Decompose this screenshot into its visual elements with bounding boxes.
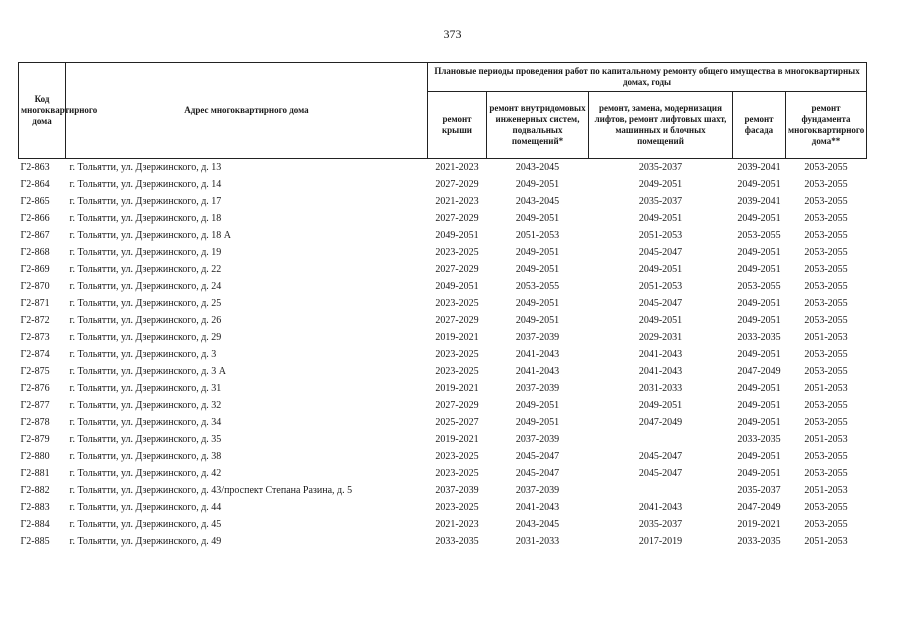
cell-address: г. Тольятти, ул. Дзержинского, д. 24 [69, 281, 222, 292]
cell-foundation: 2051-2053 [804, 332, 848, 343]
cell-facade: 2049-2051 [737, 417, 781, 428]
cell-code: Г2-876 [20, 383, 50, 394]
cell-roof: 2021-2023 [435, 162, 479, 173]
cell-code: Г2-884 [20, 519, 50, 530]
cell-facade: 2053-2055 [737, 281, 781, 292]
cell-roof: 2027-2029 [435, 179, 479, 190]
cell-roof: 2027-2029 [435, 400, 479, 411]
cell-code: Г2-877 [20, 400, 50, 411]
cell-foundation: 2053-2055 [804, 196, 848, 207]
cell-roof: 2027-2029 [435, 213, 479, 224]
cell-roof: 2023-2025 [435, 468, 479, 479]
cell-facade: 2039-2041 [737, 162, 781, 173]
cell-lifts: 2041-2043 [638, 366, 683, 377]
cell-address: г. Тольятти, ул. Дзержинского, д. 31 [69, 383, 222, 394]
cell-systems: 2043-2045 [515, 519, 560, 530]
cell-roof: 2027-2029 [435, 264, 479, 275]
cell-roof: 2023-2025 [435, 451, 479, 462]
cell-roof: 2023-2025 [435, 298, 479, 309]
header-roof: ремонт крыши [428, 92, 487, 159]
cell-foundation: 2051-2053 [804, 434, 848, 445]
cell-systems: 2045-2047 [515, 468, 560, 479]
table-row [19, 516, 867, 533]
cell-code: Г2-881 [20, 468, 50, 479]
cell-foundation: 2053-2055 [804, 162, 848, 173]
header-group: Плановые периоды проведения работ по капитальному ремонту общего имущества в многоквартирных домах, годы [428, 63, 867, 92]
header-address: Адрес многоквартирного дома [66, 63, 428, 159]
cell-facade: 2047-2049 [737, 502, 781, 513]
table-row [19, 295, 867, 312]
cell-systems: 2037-2039 [515, 383, 560, 394]
table-row [19, 227, 867, 244]
cell-lifts: 2017-2019 [638, 536, 683, 547]
cell-facade: 2033-2035 [737, 434, 781, 445]
cell-systems: 2043-2045 [515, 162, 560, 173]
table-row [19, 431, 867, 448]
cell-systems: 2037-2039 [515, 434, 560, 445]
table-row [19, 465, 867, 482]
cell-roof: 2023-2025 [435, 349, 479, 360]
cell-systems: 2049-2051 [515, 247, 560, 258]
cell-roof: 2019-2021 [435, 332, 479, 343]
header-lifts: ремонт, замена, модернизация лифтов, ремонт лифтовых шахт, машинных и блочных помещений [589, 92, 733, 159]
cell-address: г. Тольятти, ул. Дзержинского, д. 32 [69, 400, 222, 411]
cell-roof: 2019-2021 [435, 383, 479, 394]
cell-address: г. Тольятти, ул. Дзержинского, д. 34 [69, 417, 222, 428]
cell-code: Г2-868 [20, 247, 50, 258]
cell-facade: 2049-2051 [737, 451, 781, 462]
table-row [19, 244, 867, 261]
cell-facade: 2049-2051 [737, 468, 781, 479]
cell-address: г. Тольятти, ул. Дзержинского, д. 14 [69, 179, 222, 190]
cell-systems: 2041-2043 [515, 349, 560, 360]
cell-lifts: 2041-2043 [638, 349, 683, 360]
cell-lifts: 2031-2033 [638, 383, 683, 394]
cell-address: г. Тольятти, ул. Дзержинского, д. 17 [69, 196, 222, 207]
cell-code: Г2-872 [20, 315, 50, 326]
cell-lifts: 2035-2037 [638, 196, 683, 207]
cell-facade: 2039-2041 [737, 196, 781, 207]
cell-lifts [589, 482, 733, 499]
cell-foundation: 2053-2055 [804, 519, 848, 530]
table-row [19, 414, 867, 431]
header-code: Код многоквартирного дома [19, 63, 66, 159]
cell-systems: 2049-2051 [515, 417, 560, 428]
cell-foundation: 2053-2055 [804, 281, 848, 292]
cell-lifts: 2049-2051 [638, 264, 683, 275]
cell-foundation: 2053-2055 [804, 298, 848, 309]
cell-facade: 2049-2051 [737, 383, 781, 394]
cell-lifts: 2047-2049 [638, 417, 683, 428]
cell-code: Г2-867 [20, 230, 50, 241]
cell-systems: 2051-2053 [515, 230, 560, 241]
table-row [19, 397, 867, 414]
cell-lifts: 2045-2047 [638, 298, 683, 309]
cell-code: Г2-885 [20, 536, 50, 547]
cell-foundation: 2051-2053 [804, 383, 848, 394]
cell-foundation: 2053-2055 [804, 417, 848, 428]
cell-facade: 2053-2055 [737, 230, 781, 241]
cell-facade: 2049-2051 [737, 315, 781, 326]
cell-lifts: 2049-2051 [638, 400, 683, 411]
cell-lifts: 2045-2047 [638, 247, 683, 258]
cell-facade: 2049-2051 [737, 264, 781, 275]
cell-systems: 2041-2043 [515, 366, 560, 377]
table-row [19, 193, 867, 210]
cell-roof: 2021-2023 [435, 519, 479, 530]
cell-address: г. Тольятти, ул. Дзержинского, д. 3 [69, 349, 217, 360]
cell-systems: 2045-2047 [515, 451, 560, 462]
header-foundation: ремонт фундамента многоквартирного дома** [786, 92, 867, 159]
cell-address: г. Тольятти, ул. Дзержинского, д. 26 [69, 315, 222, 326]
cell-code: Г2-878 [20, 417, 50, 428]
header-systems: ремонт внутридомовых инженерных систем, подвальных помещений* [487, 92, 589, 159]
cell-foundation: 2053-2055 [804, 468, 848, 479]
table-row [19, 329, 867, 346]
table-row [19, 380, 867, 397]
cell-code: Г2-866 [20, 213, 50, 224]
cell-lifts: 2051-2053 [638, 230, 683, 241]
cell-roof: 2049-2051 [435, 230, 479, 241]
cell-roof: 2037-2039 [435, 485, 479, 496]
cell-systems: 2037-2039 [515, 332, 560, 343]
cell-address: г. Тольятти, ул. Дзержинского, д. 49 [69, 536, 222, 547]
cell-facade: 2035-2037 [737, 485, 781, 496]
table-body [19, 159, 867, 551]
cell-systems: 2049-2051 [515, 298, 560, 309]
cell-code: Г2-865 [20, 196, 50, 207]
cell-address: г. Тольятти, ул. Дзержинского, д. 18 А [69, 230, 232, 241]
cell-lifts: 2045-2047 [638, 451, 683, 462]
cell-foundation: 2053-2055 [804, 349, 848, 360]
table-row [19, 159, 867, 177]
cell-address: г. Тольятти, ул. Дзержинского, д. 45 [69, 519, 222, 530]
cell-roof: 2019-2021 [435, 434, 479, 445]
cell-address: г. Тольятти, ул. Дзержинского, д. 29 [69, 332, 222, 343]
cell-foundation: 2053-2055 [804, 179, 848, 190]
table-row [19, 448, 867, 465]
cell-code: Г2-875 [20, 366, 50, 377]
cell-lifts [589, 431, 733, 448]
cell-lifts: 2035-2037 [638, 162, 683, 173]
cell-code: Г2-869 [20, 264, 50, 275]
cell-systems: 2031-2033 [515, 536, 560, 547]
cell-code: Г2-880 [20, 451, 50, 462]
page-number: 373 [443, 27, 462, 41]
cell-lifts: 2029-2031 [638, 332, 683, 343]
cell-code: Г2-882 [20, 485, 50, 496]
cell-facade: 2049-2051 [737, 349, 781, 360]
cell-code: Г2-873 [20, 332, 50, 343]
cell-foundation: 2053-2055 [804, 315, 848, 326]
cell-systems: 2049-2051 [515, 179, 560, 190]
cell-roof: 2023-2025 [435, 366, 479, 377]
cell-facade: 2049-2051 [737, 179, 781, 190]
cell-address: г. Тольятти, ул. Дзержинского, д. 42 [69, 468, 222, 479]
cell-address: г. Тольятти, ул. Дзержинского, д. 22 [69, 264, 222, 275]
cell-facade: 2049-2051 [737, 298, 781, 309]
cell-address: г. Тольятти, ул. Дзержинского, д. 3 А [69, 366, 227, 377]
cell-code: Г2-870 [20, 281, 50, 292]
cell-address: г. Тольятти, ул. Дзержинского, д. 13 [69, 162, 222, 173]
cell-code: Г2-879 [20, 434, 50, 445]
cell-systems: 2041-2043 [515, 502, 560, 513]
cell-systems: 2049-2051 [515, 315, 560, 326]
cell-address: г. Тольятти, ул. Дзержинского, д. 44 [69, 502, 222, 513]
cell-address: г. Тольятти, ул. Дзержинского, д. 38 [69, 451, 222, 462]
table-row [19, 482, 867, 499]
cell-facade: 2049-2051 [737, 400, 781, 411]
cell-foundation: 2053-2055 [804, 451, 848, 462]
cell-foundation: 2053-2055 [804, 247, 848, 258]
cell-lifts: 2041-2043 [638, 502, 683, 513]
table-row [19, 210, 867, 227]
table-row [19, 176, 867, 193]
cell-foundation: 2053-2055 [804, 230, 848, 241]
table-row [19, 533, 867, 550]
cell-lifts: 2045-2047 [638, 468, 683, 479]
cell-code: Г2-871 [20, 298, 50, 309]
cell-code: Г2-874 [20, 349, 50, 360]
cell-foundation: 2053-2055 [804, 502, 848, 513]
cell-code: Г2-883 [20, 502, 50, 513]
cell-lifts: 2049-2051 [638, 179, 683, 190]
cell-facade: 2033-2035 [737, 536, 781, 547]
cell-foundation: 2053-2055 [804, 400, 848, 411]
cell-address: г. Тольятти, ул. Дзержинского, д. 25 [69, 298, 222, 309]
cell-systems: 2049-2051 [515, 213, 560, 224]
header-facade: ремонт фасада [733, 92, 786, 159]
cell-lifts: 2035-2037 [638, 519, 683, 530]
cell-roof: 2023-2025 [435, 502, 479, 513]
table-row [19, 363, 867, 380]
cell-foundation: 2051-2053 [804, 485, 848, 496]
cell-foundation: 2053-2055 [804, 213, 848, 224]
cell-roof: 2023-2025 [435, 247, 479, 258]
cell-facade: 2019-2021 [737, 519, 781, 530]
table-row [19, 312, 867, 329]
cell-lifts: 2051-2053 [638, 281, 683, 292]
cell-lifts: 2049-2051 [638, 213, 683, 224]
table-row [19, 346, 867, 363]
cell-systems: 2049-2051 [515, 264, 560, 275]
cell-systems: 2049-2051 [515, 400, 560, 411]
cell-lifts: 2049-2051 [638, 315, 683, 326]
capital-repair-table [18, 62, 867, 550]
cell-facade: 2049-2051 [737, 213, 781, 224]
cell-systems: 2043-2045 [515, 196, 560, 207]
cell-foundation: 2053-2055 [804, 264, 848, 275]
cell-roof: 2025-2027 [435, 417, 479, 428]
cell-code: Г2-864 [20, 179, 50, 190]
table-row [19, 261, 867, 278]
cell-roof: 2049-2051 [435, 281, 479, 292]
cell-address: г. Тольятти, ул. Дзержинского, д. 19 [69, 247, 222, 258]
table-row [19, 499, 867, 516]
cell-facade: 2047-2049 [737, 366, 781, 377]
table-row [19, 278, 867, 295]
cell-foundation: 2053-2055 [804, 366, 848, 377]
cell-facade: 2049-2051 [737, 247, 781, 258]
cell-code: Г2-863 [20, 162, 50, 173]
cell-systems: 2053-2055 [515, 281, 560, 292]
cell-address: г. Тольятти, ул. Дзержинского, д. 43/проспект Степана Разина, д. 5 [69, 485, 353, 496]
cell-systems: 2037-2039 [515, 485, 560, 496]
cell-roof: 2021-2023 [435, 196, 479, 207]
cell-foundation: 2051-2053 [804, 536, 848, 547]
cell-roof: 2027-2029 [435, 315, 479, 326]
cell-roof: 2033-2035 [435, 536, 479, 547]
cell-facade: 2033-2035 [737, 332, 781, 343]
cell-address: г. Тольятти, ул. Дзержинского, д. 18 [69, 213, 222, 224]
cell-address: г. Тольятти, ул. Дзержинского, д. 35 [69, 434, 222, 445]
